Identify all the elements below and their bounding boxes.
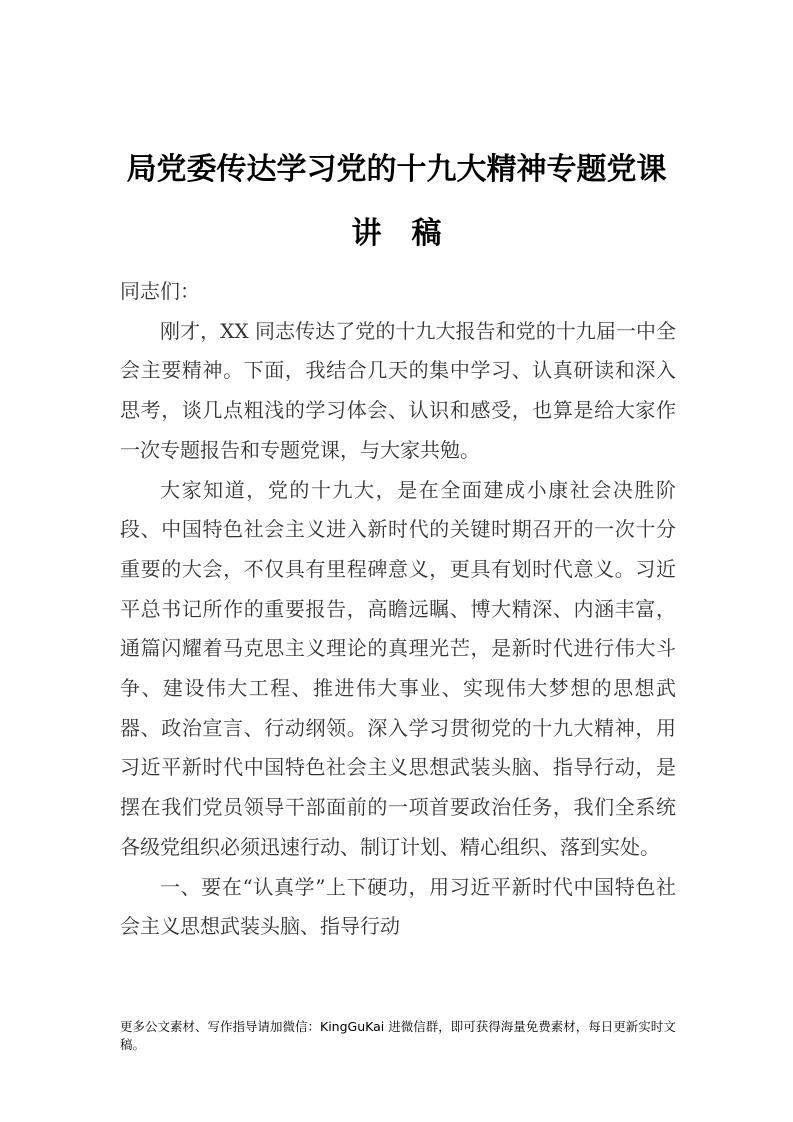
salutation: 同志们： [120,279,200,303]
paragraph-intro: 刚才，XX 同志传达了党的十九大报告和党的十九届一中全会主要精神。下面，我结合几天的集中学习、认真研读和深入思考，谈几点粗浅的学习体会、认识和感受，也算是给大家作一次专题报告和专题党课，与大家共勉。 [120,318,676,462]
document-body [120,272,676,947]
section-heading: 一、要在“认真学”上下硬功，用习近平新时代中国特色社会主义思想武装头脑、指导行动 [120,874,676,939]
footer-note: 更多公文素材、写作指导请加微信：KingGuKai 进微信群，即可获得海量免费素材，每日更新实时文稿。 [120,1019,676,1052]
document-title: 局党委传达学习党的十九大精神专题党课 [126,152,667,187]
document-title-line2: 讲稿 [351,216,472,251]
paragraph-background: 大家知道，党的十九大，是在全面建成小康社会决胜阶段、中国特色社会主义进入新时代的关键时期召开的一次十分重要的大会，不仅具有里程碑意义，更具有划时代意义。习近平总书记所作的重要报告，高瞻远瞩、博大精深、内涵丰富，通篇闪耀着马克思主义理论的真理光芒，是新时代进行伟大斗争、建设伟大工程、推进伟大事业、实现伟大梦想的思想武器、政治宣言、行动纲领。深入学习贯彻党的十九大精神，用习近平新时代中国特色社会主义思想武装头脑、指导行动，是摆在我们党员领导干部面前的一项首要政治任务，我们全系统各级党组织必须迅速行动、制订计划、精心组织、落到实处。 [120,477,676,859]
